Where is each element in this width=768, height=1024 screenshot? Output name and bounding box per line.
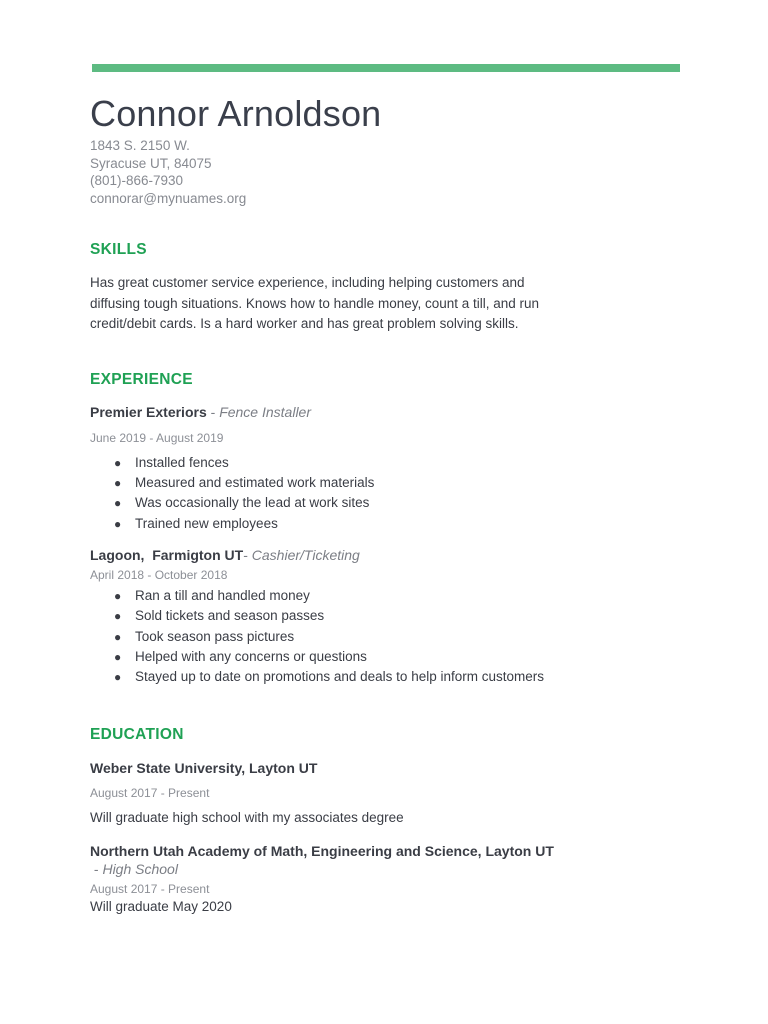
list-item — [90, 493, 690, 513]
job-heading — [90, 403, 690, 421]
education-entry-nuames — [90, 842, 690, 916]
list-item — [90, 586, 690, 606]
job-dates: April 2018 - October 2018 — [90, 568, 228, 583]
job-separator: - — [243, 547, 252, 564]
candidate-name: Connor Arnoldson — [90, 93, 382, 134]
job-separator: - — [206, 403, 220, 420]
contact-block — [90, 137, 690, 207]
job-entry-lagoon — [90, 546, 690, 687]
job-role: Fence Installer — [219, 403, 312, 420]
job-entry-premier-exteriors — [90, 403, 690, 534]
bullet-icon: ● — [114, 649, 122, 664]
list-item — [90, 667, 690, 687]
address-line-1: 1843 S. 2150 W. — [90, 138, 190, 153]
phone-number: (801)-866-7930 — [90, 173, 184, 189]
list-item — [90, 473, 690, 493]
job-employer: Premier Exteriors — [90, 403, 207, 420]
resume-page — [90, 94, 690, 916]
job-heading — [90, 546, 690, 564]
job-duties-list — [90, 586, 690, 687]
email-address: connorar@mynuames.org — [90, 190, 247, 206]
duty-text: Trained new employees — [135, 515, 278, 531]
accent-bar — [92, 64, 680, 72]
skills-summary: Has great customer service experience, including helping customers and diffusing tough situations. Knows how to handle money, count a till, and run credit/debit cards. Is a hard worker and has great problem solving skills. — [90, 275, 540, 332]
duty-text: Ran a till and handled money — [135, 588, 310, 604]
list-item — [90, 647, 690, 667]
list-item — [90, 606, 690, 626]
duty-text: Measured and estimated work materials — [135, 475, 375, 491]
school-name: Northern Utah Academy of Math, Engineering and Science, Layton UT — [90, 842, 554, 859]
school-type: High School — [102, 860, 178, 877]
bullet-icon: ● — [114, 516, 122, 531]
school-note: Will graduate May 2020 — [90, 898, 232, 914]
duty-text: Sold tickets and season passes — [135, 608, 325, 624]
bullet-icon: ● — [114, 589, 122, 604]
job-employer: Lagoon, Farmigton UT — [90, 547, 244, 564]
duty-text: Was occasionally the lead at work sites — [135, 495, 370, 511]
bullet-icon: ● — [114, 670, 122, 685]
education-entry-weber-state — [90, 759, 690, 827]
duty-text: Stayed up to date on promotions and deals to help inform customers — [135, 669, 544, 685]
bullet-icon: ● — [114, 496, 122, 511]
job-duties-list — [90, 453, 690, 534]
job-dates: June 2019 - August 2019 — [90, 430, 224, 445]
address-line-2: Syracuse UT, 84075 — [90, 155, 212, 171]
school-separator: - — [90, 860, 103, 877]
duty-text: Helped with any concerns or questions — [135, 648, 367, 664]
skills-heading: SKILLS — [90, 241, 147, 259]
list-item — [90, 453, 690, 473]
list-item — [90, 627, 690, 647]
duty-text: Took season pass pictures — [135, 628, 295, 644]
bullet-icon: ● — [114, 476, 122, 491]
list-item — [90, 514, 690, 534]
duty-text: Installed fences — [135, 454, 229, 470]
education-heading: EDUCATION — [90, 725, 184, 743]
school-dates: August 2017 - Present — [90, 785, 210, 800]
experience-heading: EXPERIENCE — [90, 370, 193, 388]
school-dates: August 2017 - Present — [90, 881, 210, 896]
bullet-icon: ● — [114, 609, 122, 624]
school-heading — [90, 759, 690, 777]
school-note: Will graduate high school with my associates degree — [90, 809, 404, 825]
school-heading — [90, 842, 560, 878]
job-role: Cashier/Ticketing — [251, 547, 360, 564]
bullet-icon: ● — [114, 629, 122, 644]
school-name: Weber State University, Layton UT — [90, 759, 318, 776]
bullet-icon: ● — [114, 455, 122, 470]
